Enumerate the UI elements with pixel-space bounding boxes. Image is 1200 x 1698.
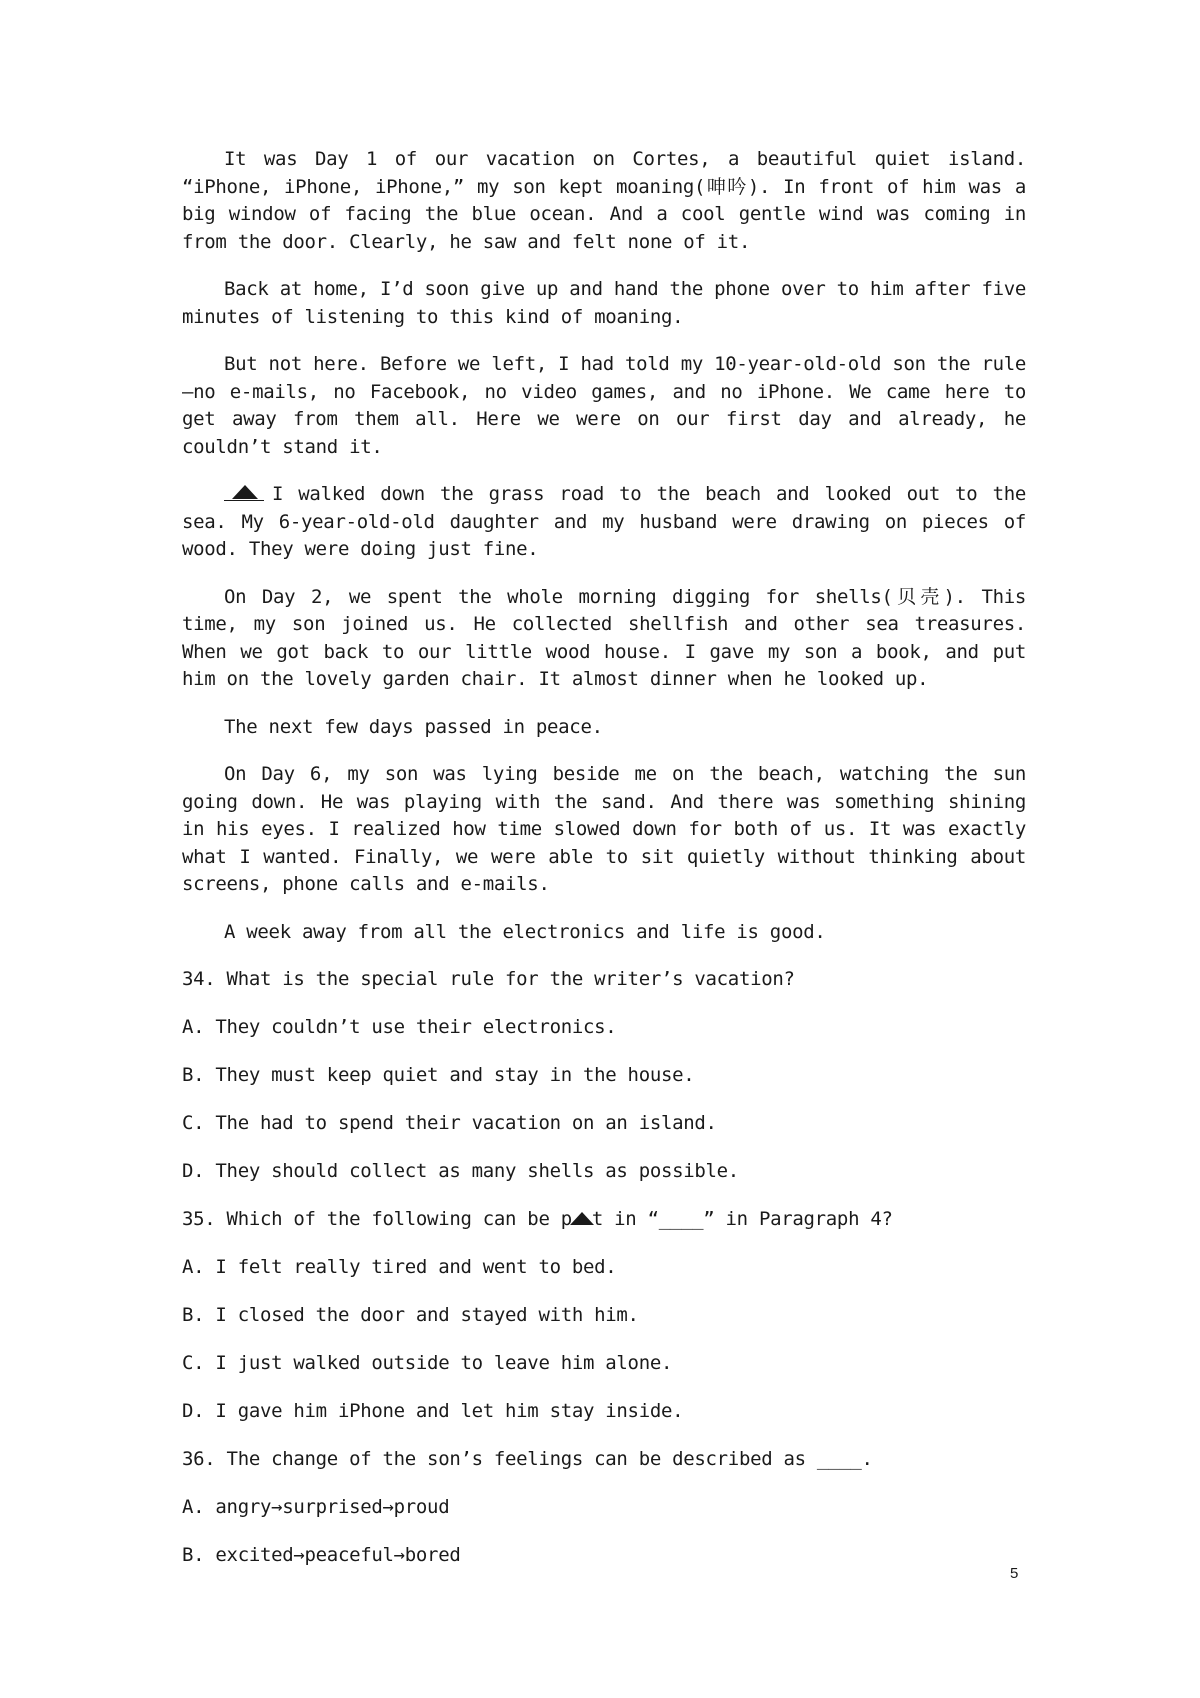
question-35-option-b: B. I closed the door and stayed with him. (182, 1304, 639, 1326)
question-36-stem: 36. The change of the son’s feelings can be described as ____. (182, 1448, 873, 1470)
question-35-option-a: A. I felt really tired and went to bed. (182, 1256, 617, 1278)
question-35-stem-part-1: 35. Which of the following can be p (182, 1208, 572, 1230)
blank-triangle-icon (224, 481, 264, 503)
question-35-stem (182, 1206, 1026, 1234)
passage-paragraph-6: The next few days passed in peace. (224, 715, 603, 738)
triangle-mark-icon (570, 1212, 594, 1225)
question-34-option-b: B. They must keep quiet and stay in the house. (182, 1064, 695, 1086)
passage-paragraph-1: It was Day 1 of our vacation on Cortes, a beautiful quiet island. “iPhone, iPhone, iPhone,” my son kept moaning(呻吟). In front of him was a big window of facing the blue ocean. And a cool gentle wind was coming in from the door. Clearly, he saw and felt none of it. (182, 148, 1026, 253)
question-36-option-b: B. excited→peaceful→bored (182, 1544, 461, 1566)
page-number: 5 (1010, 1565, 1019, 1582)
question-35-option-d: D. I gave him iPhone and let him stay inside. (182, 1400, 684, 1422)
question-34-option-c: C. The had to spend their vacation on an island. (182, 1112, 717, 1134)
question-34-stem: 34. What is the special rule for the writer’s vacation? (182, 968, 795, 990)
question-35-option-c: C. I just walked outside to leave him alone. (182, 1352, 673, 1374)
passage-paragraph-2: Back at home, I’d soon give up and hand the phone over to him after five minutes of listening to this kind of moaning. (182, 278, 1027, 328)
passage-paragraph-4 (182, 481, 1026, 564)
question-36-option-a: A. angry→surprised→proud (182, 1496, 450, 1518)
passage-paragraph-3: But not here. Before we left, I had told my 10-year-old-old son the rule—no e-mails, no Facebook, no video games, and no iPhone. We came here to get away from them all. Here we were on our first day and already, he couldn’t stand it. (182, 353, 1027, 458)
question-35-stem-part-2: t in “____” in Paragraph 4? (591, 1208, 893, 1230)
passage-paragraph-5: On Day 2, we spent the whole morning digging for shells(贝壳). This time, my son joined us. He collected shellfish and other sea treasures. When we got back to our little wood house. I gave my son a book, and put him on the lovely garden chair. It almost dinner when he looked up. (182, 585, 1026, 690)
passage-paragraph-4-text: I walked down the grass road to the beach and looked out to the sea. My 6-year-old-old daughter and my husband were drawing on pieces of wood. They were doing just fine. (182, 483, 1026, 560)
question-34-option-d: D. They should collect as many shells as possible. (182, 1160, 739, 1182)
document-page (182, 146, 1026, 1590)
passage-paragraph-8: A week away from all the electronics and life is good. (224, 920, 826, 943)
question-34-option-a: A. They couldn’t use their electronics. (182, 1016, 617, 1038)
passage-paragraph-7: On Day 6, my son was lying beside me on the beach, watching the sun going down. He was playing with the sand. And there was something shining in his eyes. I realized how time slowed down for both of us. It was exactly what I wanted. Finally, we were able to sit quietly without thinking about screens, phone calls and e-mails. (182, 763, 1026, 895)
